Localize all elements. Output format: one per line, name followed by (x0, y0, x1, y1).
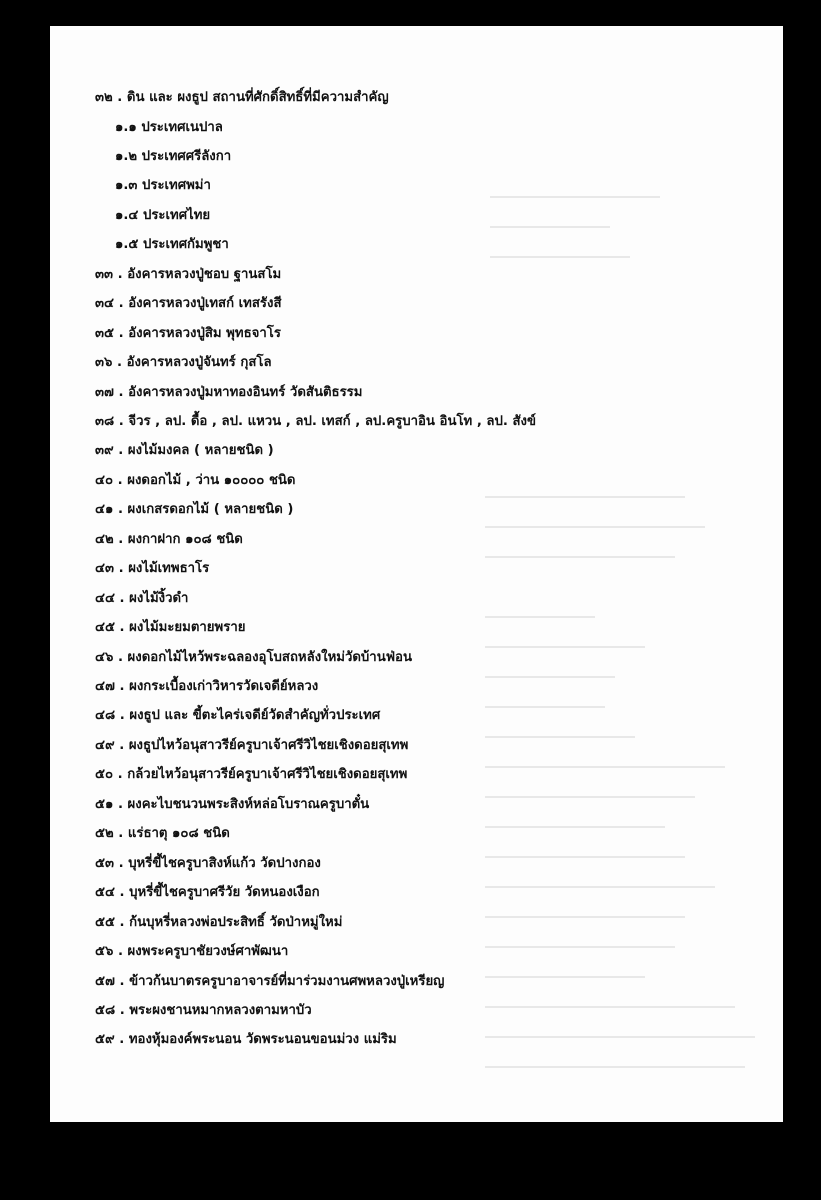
list-item: ๔๑ . ผงเกสรดอกไม้ ( หลายชนิด ) (95, 502, 294, 518)
list-item: ๓๒ . ดิน และ ผงธูป สถานที่ศักดิ์สิทธิ์ที่มีความสำคัญ (95, 90, 389, 105)
list-item: ๕๔ . บุหรี่ขี้ไชครูบาศรีวัย วัดหนองเงือก (95, 885, 320, 901)
list-item: ๔๒ . ผงกาฝาก ๑๐๘ ชนิด (95, 531, 243, 547)
list-item: ๓๕ . อังคารหลวงปู่สิม พุทธจาโร (95, 325, 281, 341)
list-item: ๓๓ . อังคารหลวงปู่ชอบ ฐานสโม (95, 266, 282, 282)
list-item: ๔๕ . ผงไม้มะยมตายพราย (95, 620, 246, 636)
sub-list-item: ๑.๑ ประเทศเนปาล (115, 119, 223, 135)
list-item: ๓๔ . อังคารหลวงปู่เทสก์ เทสรังสี (95, 296, 282, 312)
list-item: ๕๕ . ก้นบุหรี่หลวงพ่อประสิทธิ์ วัดป่าหมู่ใหม่ (95, 914, 343, 930)
list-item: ๔๗ . ผงกระเบื้องเก่าวิหารวัดเจดีย์หลวง (95, 679, 319, 694)
list-item: ๕๐ . กล้วยไหว้อนุสาวรีย์ครูบาเจ้าศรีวิไชยเชิงดอยสุเทพ (95, 767, 408, 783)
list-item: ๕๗ . ข้าวก้นบาตรครูบาอาจารย์ที่มาร่วมงานศพหลวงปู่เหรียญ (95, 973, 445, 989)
sub-list-item: ๑.๕ ประเทศกัมพูชา (115, 237, 229, 253)
list-item: ๓๖ . อังคารหลวงปู่จันทร์ กุสโล (95, 355, 272, 371)
list-item: ๕๙ . ทองหุ้มองค์พระนอน วัดพระนอนขอนม่วง แม่ริม (95, 1032, 397, 1048)
list-item: ๕๑ . ผงคะไบชนวนพระสิงห์หล่อโบราณครูบาตั๋น (95, 796, 370, 812)
list-item: ๕๒ . แร่ธาตุ ๑๐๘ ชนิด (95, 826, 230, 842)
list-item: ๕๖ . ผงพระครูบาชัยวงษ์ศาพัฒนา (95, 944, 289, 959)
list-item: ๔๔ . ผงไม้งิ้วดำ (95, 590, 189, 606)
list-item: ๓๙ . ผงไม้มงคล ( หลายชนิด ) (95, 443, 274, 459)
list-item: ๕๘ . พระผงชานหมากหลวงตามหาบัว (95, 1002, 312, 1018)
item-list (50, 26, 783, 1122)
list-item: ๔๖ . ผงดอกไม้ไหว้พระฉลองอุโบสถหลังใหม่วัดบ้านฟ่อน (95, 649, 412, 665)
list-item: ๔๙ . ผงธูปไหว้อนุสาวรีย์ครูบาเจ้าศรีวิไชยเชิงดอยสุเทพ (95, 737, 409, 753)
list-item: ๔๘ . ผงธูป และ ขี้ตะไคร่เจดีย์วัดสำคัญทั่วประเทศ (95, 708, 381, 724)
sub-list-item: ๑.๔ ประเทศไทย (115, 207, 211, 223)
list-item: ๕๓ . บุหรี่ขี้ไชครูบาสิงห์แก้ว วัดปางกอง (95, 855, 321, 871)
document-page (50, 26, 783, 1122)
list-item: ๓๘ . จีวร , ลป. ดื้อ , ลป. แหวน , ลป. เทสก์ , ลป.ครูบาอิน อินโท , ลป. สังข์ (95, 413, 536, 429)
sub-list-item: ๑.๓ ประเทศพม่า (115, 178, 211, 194)
list-item: ๔๓ . ผงไม้เทพธาโร (95, 561, 210, 577)
list-item: ๔๐ . ผงดอกไม้ , ว่าน ๑๐๐๐๐ ชนิด (95, 472, 296, 488)
sub-list-item: ๑.๒ ประเทศศรีลังกา (115, 148, 232, 164)
list-item: ๓๗ . อังคารหลวงปู่มหาทองอินทร์ วัดสันติธรรม (95, 384, 363, 400)
